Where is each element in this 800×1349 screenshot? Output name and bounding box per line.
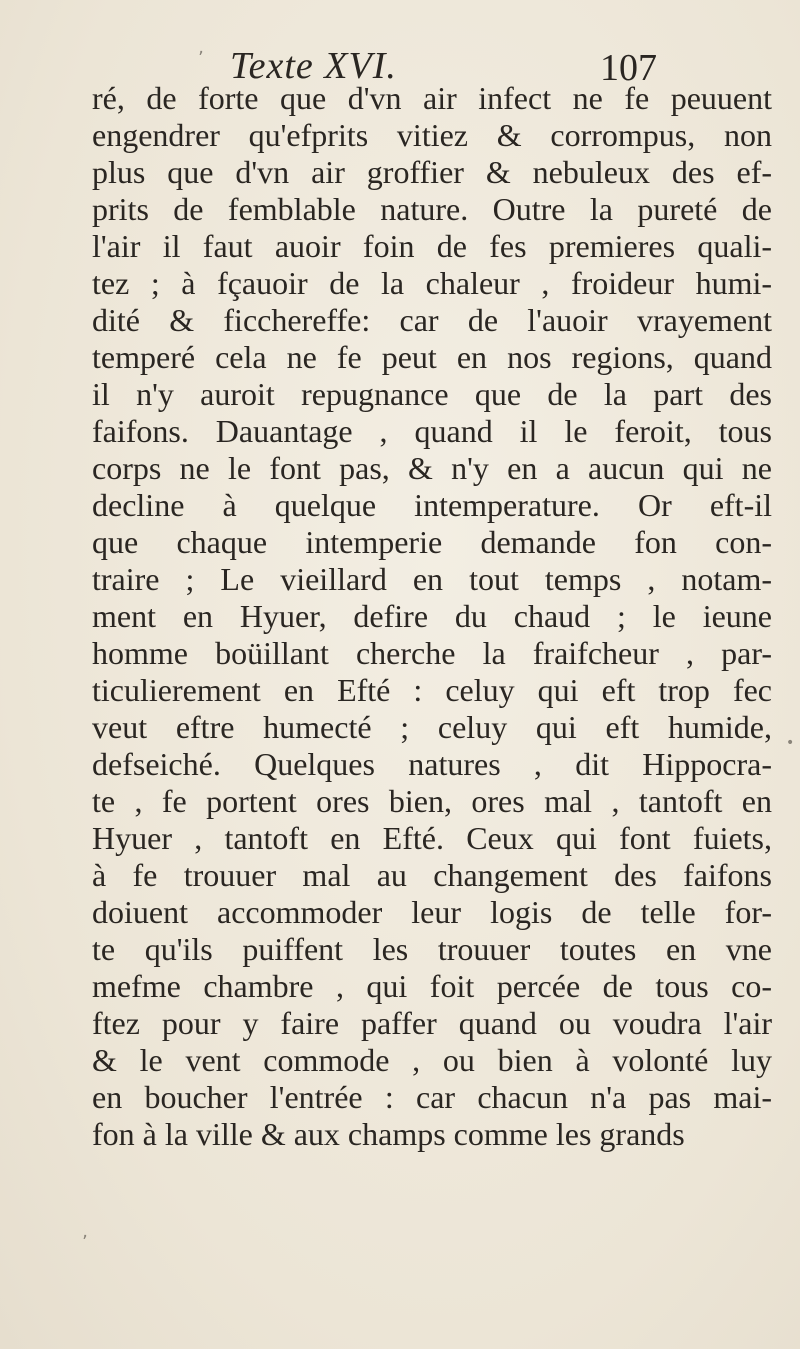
text-line: corps ne le font pas, & n'y en a aucun qui ne: [92, 450, 772, 486]
text-line: & le vent commode , ou bien à volonté luy: [92, 1042, 772, 1078]
text-line: il n'y auroit repugnance que de la part des: [92, 376, 772, 412]
text-line: fon à la ville & aux champs comme les grands: [92, 1116, 685, 1152]
text-line: defseiché. Quelques natures , dit Hippocra-: [92, 746, 772, 782]
text-line: faifons. Dauantage , quand il le feroit, tous: [92, 413, 772, 449]
text-line: doiuent accommoder leur logis de telle for-: [92, 894, 772, 930]
body-text: [92, 80, 772, 1153]
text-line: prits de femblable nature. Outre la pureté de: [92, 191, 772, 227]
text-line: en boucher l'entrée : car chacun n'a pas mai-: [92, 1079, 772, 1115]
text-line: ré, de forte que d'vn air infect ne fe peuuent: [92, 80, 772, 116]
text-line: ment en Hyuer, defire du chaud ; le ieune: [92, 598, 772, 634]
text-line: engendrer qu'efprits vitiez & corrompus, non: [92, 117, 772, 153]
text-line: l'air il faut auoir foin de fes premieres quali-: [92, 228, 772, 264]
text-line: ftez pour y faire paffer quand ou voudra l'air: [92, 1005, 772, 1041]
text-line: plus que d'vn air groffier & nebuleux des ef-: [92, 154, 772, 190]
page-number: 107: [600, 47, 657, 89]
text-line: Hyuer , tantoft en Efté. Ceux qui font fuiets,: [92, 820, 772, 856]
text-line: ticulierement en Efté : celuy qui eft trop fec: [92, 672, 772, 708]
left-margin-tick-mark: ʼ: [82, 1232, 88, 1253]
text-line: traire ; Le vieillard en tout temps , notam-: [92, 561, 772, 597]
text-line: te qu'ils puiffent les trouuer toutes en vne: [92, 931, 772, 967]
text-line: à fe trouuer mal au changement des faifons: [92, 857, 772, 893]
text-line: homme boüillant cherche la fraifcheur , par-: [92, 635, 772, 671]
header-tick-mark: ʼ: [198, 48, 204, 69]
text-line: mefme chambre , qui foit percée de tous co-: [92, 968, 772, 1004]
text-line: que chaque intemperie demande fon con-: [92, 524, 772, 560]
text-line: temperé cela ne fe peut en nos regions, quand: [92, 339, 772, 375]
running-title: Texte XVI.: [230, 45, 397, 87]
text-line: dité & ficchereffe: car de l'auoir vrayement: [92, 302, 772, 338]
text-line: te , fe portent ores bien, ores mal , tantoft en: [92, 783, 772, 819]
text-line: decline à quelque intemperature. Or eft-il: [92, 487, 772, 523]
text-line: tez ; à fçauoir de la chaleur , froideur humi-: [92, 265, 772, 301]
text-line: veut eftre humecté ; celuy qui eft humide,: [92, 709, 772, 745]
margin-dot-mark: •: [786, 735, 795, 751]
